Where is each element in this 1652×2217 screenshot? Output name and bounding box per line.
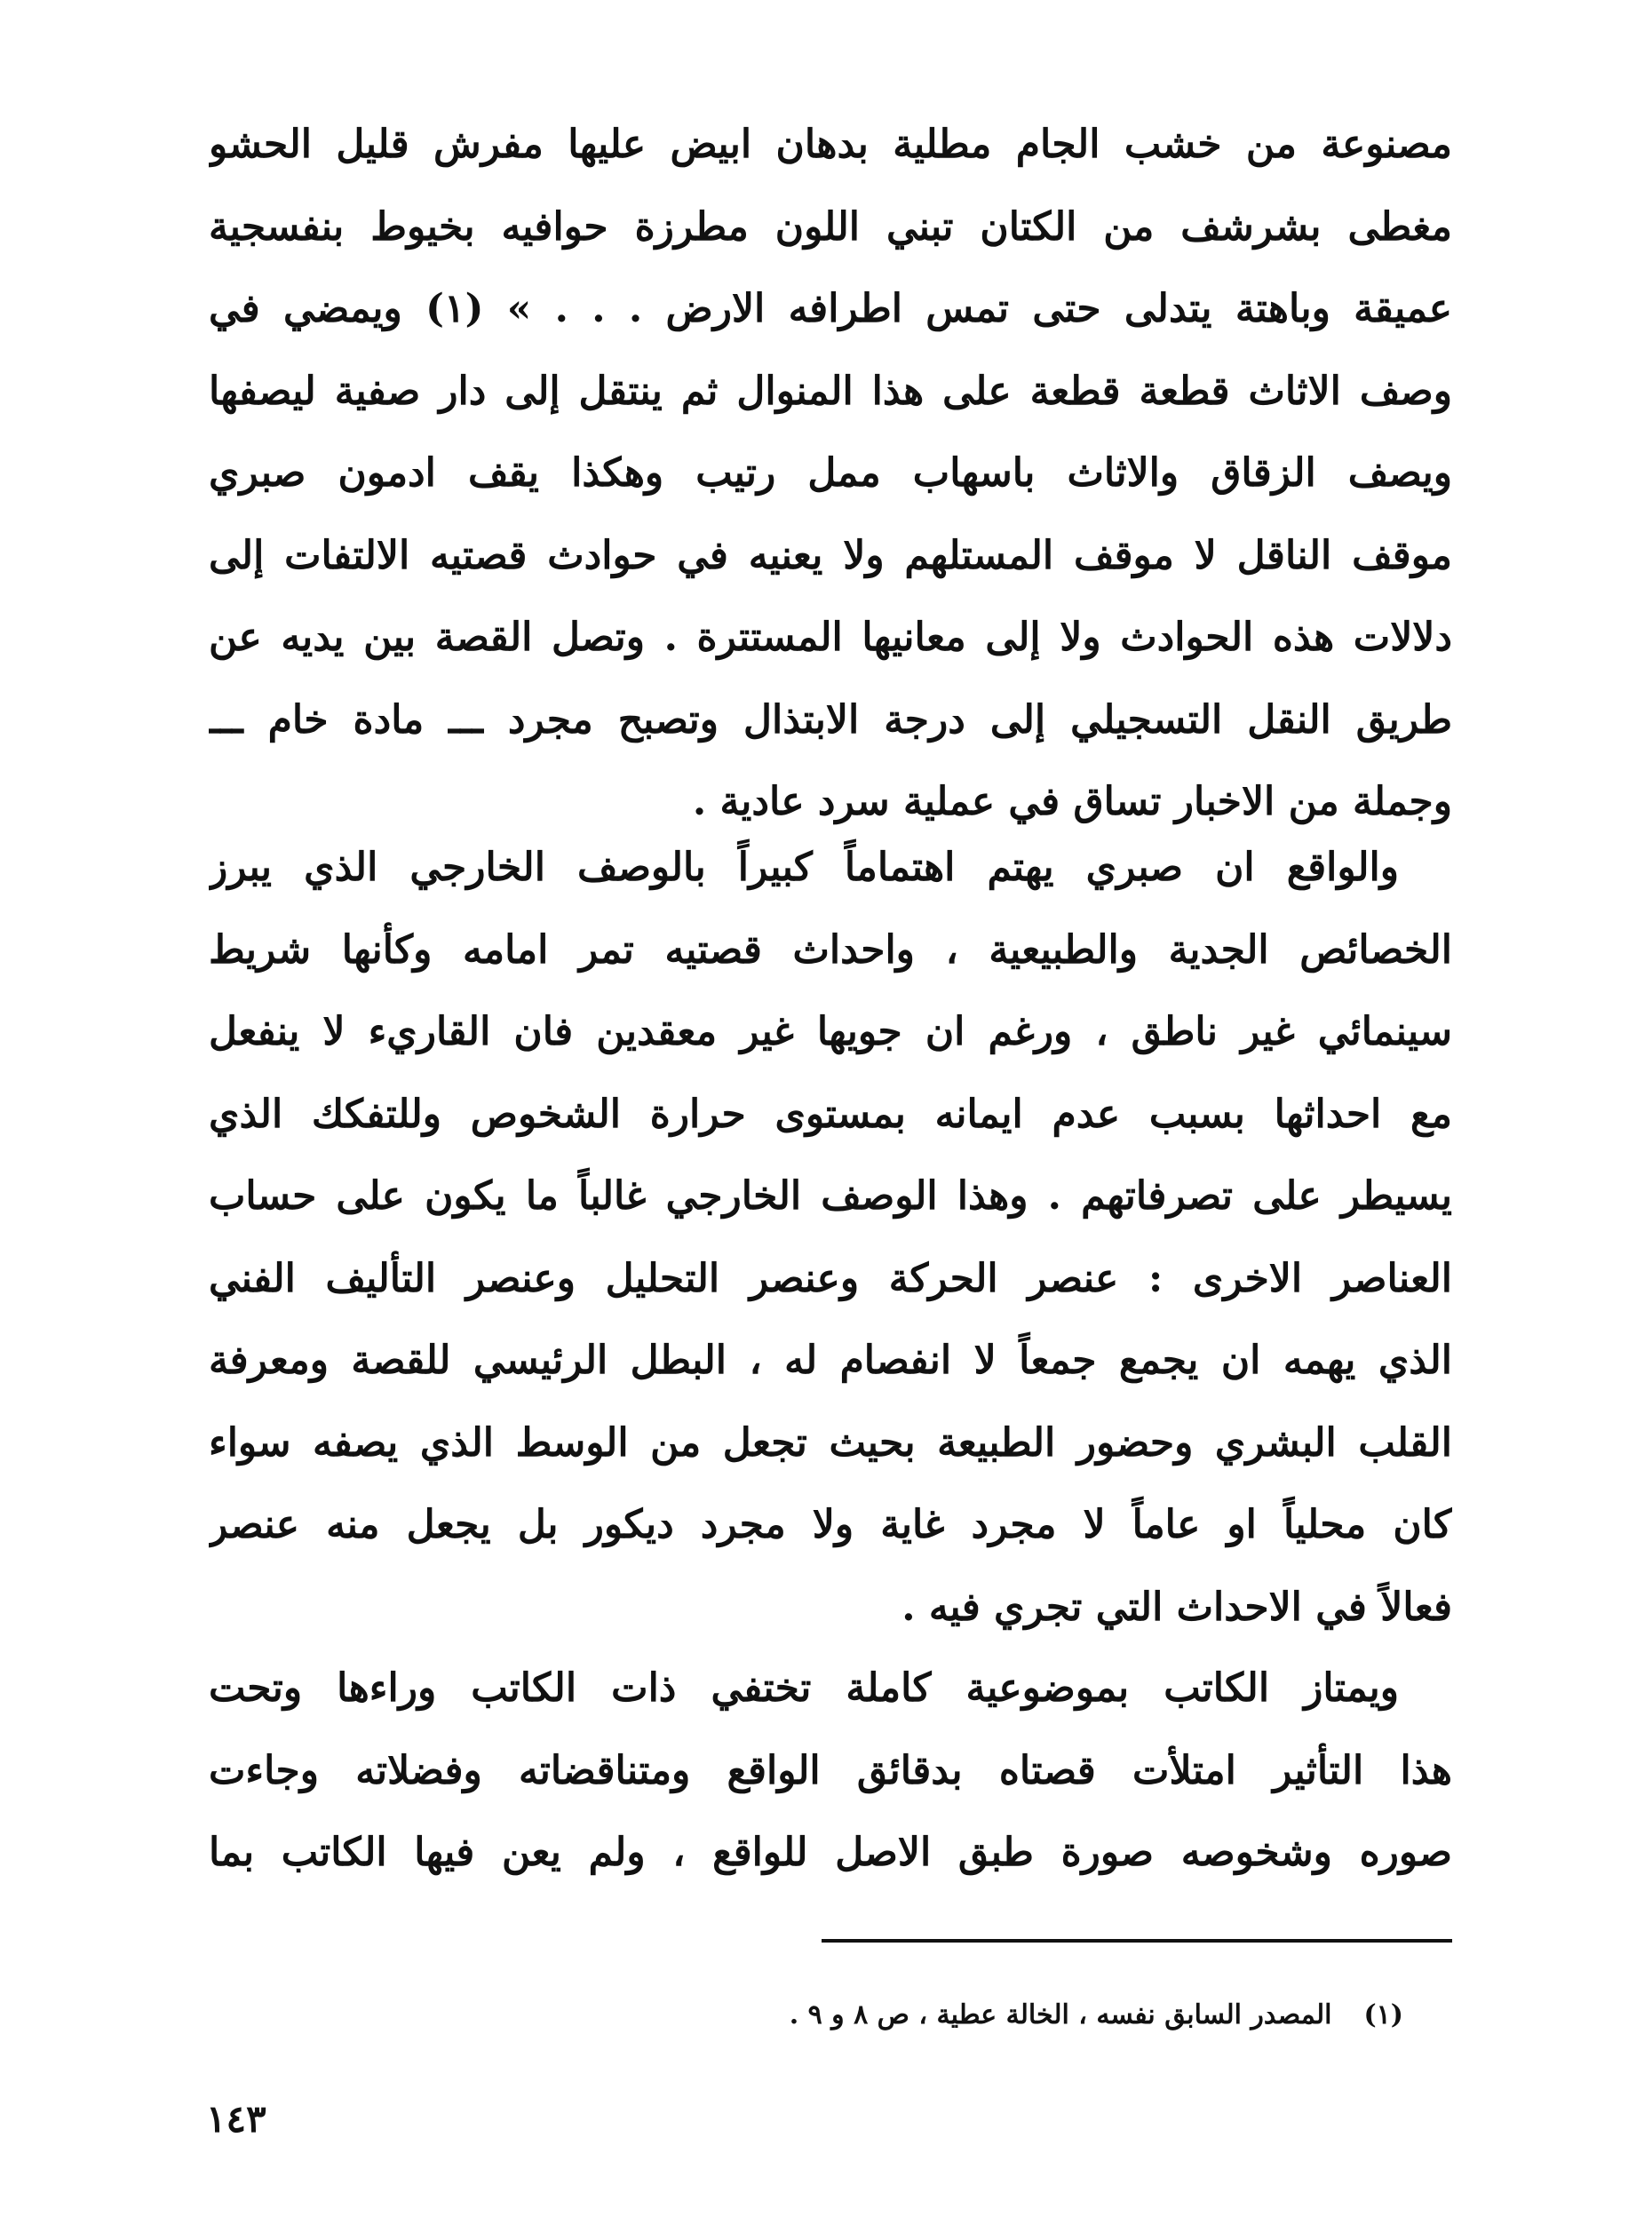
text-line: القلب البشري وحضور الطبيعة بحيث تجعل من الوسط الذي يصفه سواء (209, 1419, 1452, 1466)
text-line: طريق النقل التسجيلي إلى درجة الابتذال وتصبح مجرد ـــ مادة خام ـــ (209, 696, 1452, 743)
paragraph-3 (209, 1648, 1452, 1895)
text-line: والواقع ان صبري يهتم اهتماماً كبيراً بالوصف الخارجي الذي يبرز (209, 845, 1399, 890)
paragraph-2 (209, 827, 1452, 1649)
text-line: كان محلياً او عاماً لا مجرد غاية ولا مجرد ديكور بل يجعل منه عنصر (209, 1502, 1452, 1547)
text-line: وصف الاثاث قطعة قطعة على هذا المنوال ثم ينتقل إلى دار صفية ليصفها (209, 368, 1452, 414)
text-line: ويصف الزقاق والاثاث باسهاب ممل رتيب وهكذا يقف ادمون صبري (209, 450, 1452, 496)
text-line: موقف الناقل لا موقف المستلهم ولا يعنيه في حوادث قصتيه الالتفات إلى (209, 532, 1452, 578)
text-line: العناصر الاخرى : عنصر الحركة وعنصر التحليل وعنصر التأليف الفني (209, 1255, 1452, 1301)
text-line: هذا التأثير امتلأت قصتاه بدقائق الواقع ومتناقضاته وفضلاته وجاءت (209, 1747, 1452, 1793)
text-line: ويمتاز الكاتب بموضوعية كاملة تختفي ذات الكاتب وراءها وتحت (209, 1665, 1399, 1711)
footnote-divider (822, 1939, 1452, 1943)
text-line: صوره وشخوصه صورة طبق الاصل للواقع ، ولم يعن فيها الكاتب بما (209, 1830, 1452, 1875)
text-line: مصنوعة من خشب الجام مطلية بدهان ابيض عليها مفرش قليل الحشو (209, 122, 1452, 167)
text-line: الخصائص الجدية والطبيعية ، واحداث قصتيه تمر امامه وكأنها شريط (209, 926, 1452, 973)
page-number: ١٤٣ (206, 2097, 266, 2141)
text-line: دلالات هذه الحوادث ولا إلى معانيها المستترة . وتصل القصة بين يديه عن (209, 615, 1452, 660)
footnote-marker: (١) (1363, 1999, 1403, 2030)
text-line: الذي يهمه ان يجمع جمعاً لا انفصام له ، البطل الرئيسي للقصة ومعرفة (209, 1338, 1452, 1383)
text-line: يسيطر على تصرفاتهم . وهذا الوصف الخارجي غالباً ما يكون على حساب (209, 1173, 1452, 1219)
text-line: فعالاً في الاحداث التي تجري فيه . (901, 1584, 1452, 1630)
text-line: وجملة من الاخبار تساق في عملية سرد عادية . (692, 779, 1452, 824)
paragraph-1 (209, 104, 1452, 844)
footnote-text: المصدر السابق نفسه ، الخالة عطية ، ص ٨ و ٩ . (789, 1999, 1332, 2030)
text-line: سينمائي غير ناطق ، ورغم ان جويها غير معقدين فان القاريء لا ينفعل (209, 1009, 1452, 1054)
text-line: مغطى بشرشف من الكتان تبني اللون مطرزة حوافيه بخيوط بنفسجية (209, 203, 1452, 250)
text-line: مع احداثها بسبب عدم ايمانه بمستوى حرارة الشخوص وللتفكك الذي (209, 1091, 1452, 1137)
text-line: عميقة وباهتة يتدلى حتى تمس اطرافه الارض . . . » (١) ويمضي في (209, 286, 1452, 331)
footnote (693, 1994, 1403, 2037)
